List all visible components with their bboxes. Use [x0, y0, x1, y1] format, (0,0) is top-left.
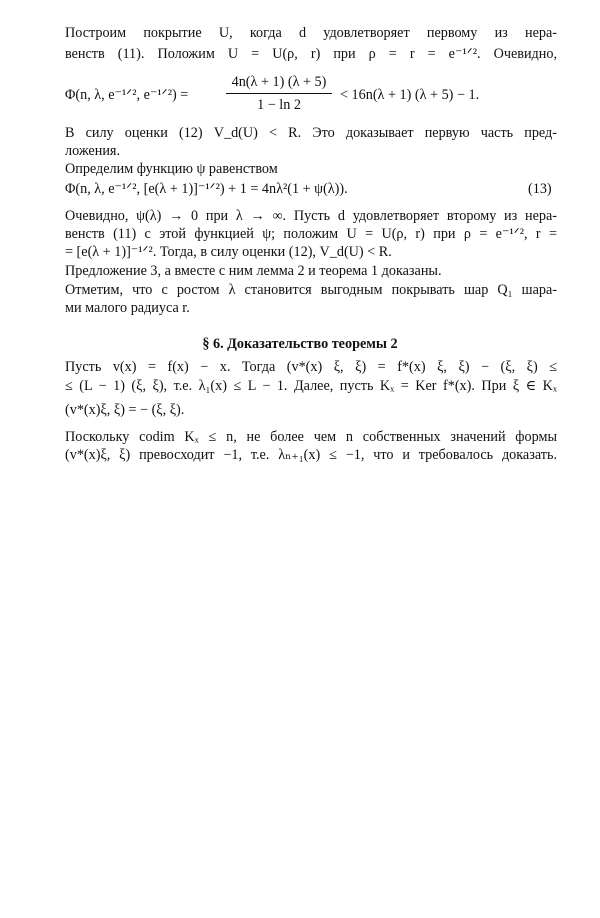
paragraph8-line1: Поскольку codim Kₓ ≤ n, не более чем n собственных значений формы — [65, 429, 557, 445]
formula1-denominator: 1 − ln 2 — [257, 97, 301, 113]
paragraph6-line2: ми малого радиуса r. — [65, 300, 190, 316]
section-heading: § 6. Доказательство теоремы 2 — [202, 336, 398, 352]
paragraph2-line1: В силу оценки (12) V_d(U) < R. Это доказывает первую часть пред- — [65, 125, 557, 141]
formula1-lhs: Φ(n, λ, e⁻¹ᐟ², e⁻¹ᐟ²) = — [65, 87, 189, 103]
paragraph7-line3: (v*(x)ξ, ξ) = − (ξ, ξ). — [65, 402, 185, 418]
formula1-fraction-bar — [226, 93, 332, 94]
paragraph7-line2: ≤ (L − 1) (ξ, ξ), т.е. λ₁(x) ≤ L − 1. Далее, пусть Kₓ = Ker f*(x). При ξ ∈ Kₓ — [65, 378, 557, 394]
paragraph6-line1: Отметим, что с ростом λ становится выгодным покрывать шар Q₁ шара- — [65, 282, 557, 298]
paragraph4-line3: = [e(λ + 1)]⁻¹ᐟ². Тогда, в силу оценки (12), V_d(U) < R. — [65, 244, 392, 260]
paragraph5-line1: Предложение 3, а вместе с ним лемма 2 и теорема 1 доказаны. — [65, 263, 442, 279]
paragraph2-line2: ложения. — [65, 143, 120, 159]
paragraph1-line1: Построим покрытие U, когда d удовлетворяет первому из нера- — [65, 25, 557, 41]
formula2: Φ(n, λ, e⁻¹ᐟ², [e(λ + 1)]⁻¹ᐟ²) + 1 = 4nλ²(1 + ψ(λ)). — [65, 181, 348, 197]
paragraph4-line2: венств (11) с этой функцией ψ; положим U = U(ρ, r) при ρ = e⁻¹ᐟ², r = — [65, 226, 557, 242]
paragraph1-line2: венств (11). Положим U = U(ρ, r) при ρ = r = e⁻¹ᐟ². Очевидно, — [65, 46, 557, 62]
paragraph8-line2: (v*(x)ξ, ξ) превосходит −1, т.е. λₙ₊₁(x) ≤ −1, что и требовалось доказать. — [65, 447, 557, 463]
paragraph3-line1: Определим функцию ψ равенством — [65, 161, 278, 177]
paragraph4-line1: Очевидно, ψ(λ) → 0 при λ → ∞. Пусть d удовлетворяет второму из нера- — [65, 208, 557, 224]
formula1-rhs: < 16n(λ + 1) (λ + 5) − 1. — [340, 87, 480, 103]
paragraph7-line1: Пусть v(x) = f(x) − x. Тогда (v*(x) ξ, ξ) = f*(x) ξ, ξ) − (ξ, ξ) ≤ — [65, 359, 557, 375]
formula1-numerator: 4n(λ + 1) (λ + 5) — [231, 74, 327, 90]
formula2-number: (13) — [528, 181, 552, 197]
